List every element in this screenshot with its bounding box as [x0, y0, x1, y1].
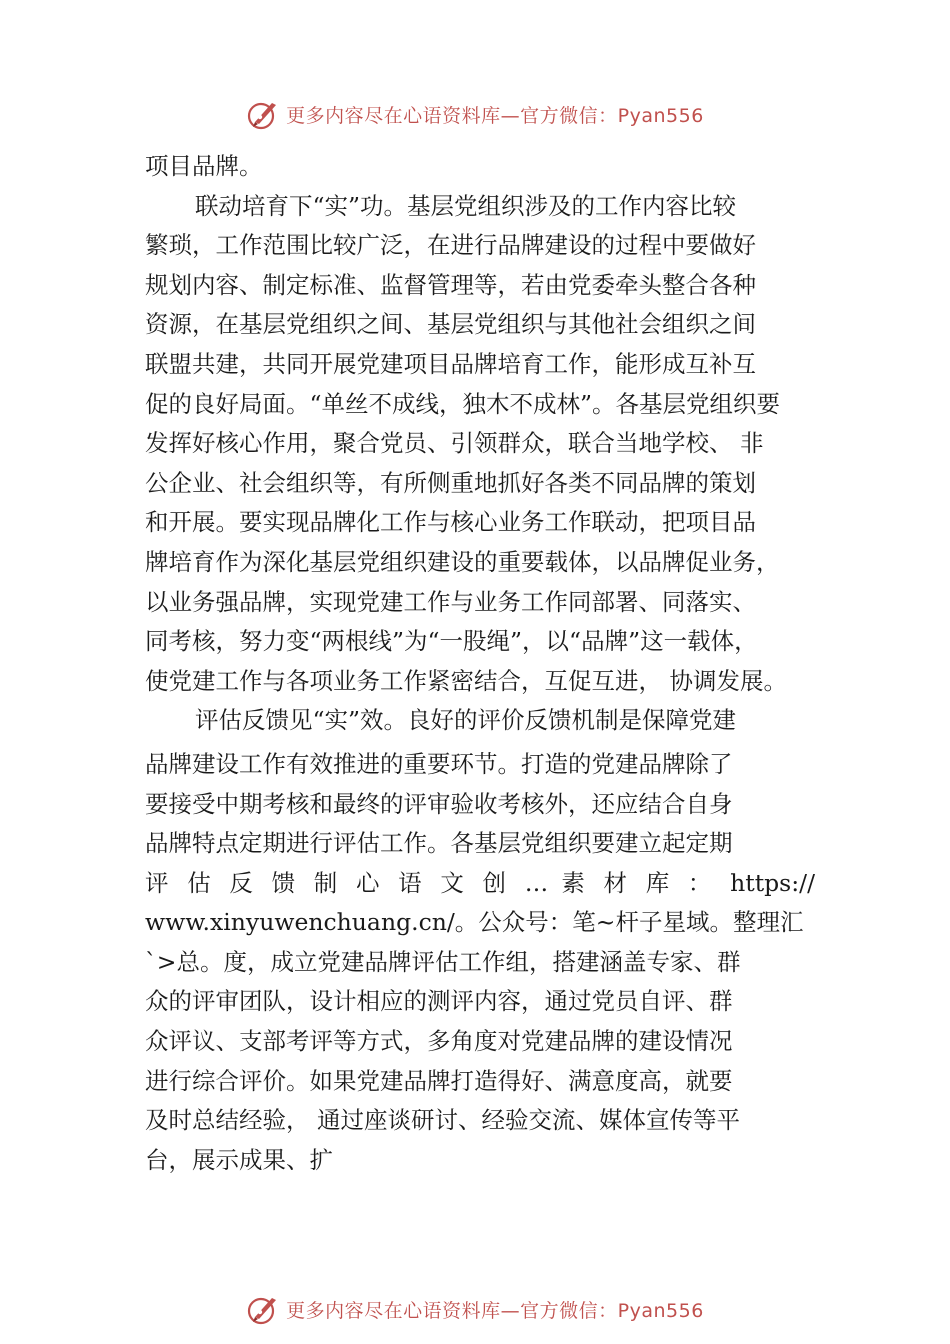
text-line: www.xinyuwenchuang.cn/。公众号：笔~杆子星域。整理汇: [145, 908, 804, 937]
text-line: 以业务强品牌，实现党建工作与业务工作同部署、同落实、: [145, 587, 756, 616]
text-line: 资源，在基层党组织之间、基层党组织与其他社会组织之间: [145, 310, 756, 339]
watermark-text: 更多内容尽在心语资料库—官方微信：Pyan556: [286, 1299, 704, 1322]
watermark-text: 更多内容尽在心语资料库—官方微信：Pyan556: [286, 104, 704, 127]
text-line: 台，展示成果、扩: [145, 1145, 333, 1174]
text-line: 联盟共建，共同开展党建项目品牌培育工作，能形成互补互: [145, 349, 756, 378]
text-line: 规划内容、制定标准、监督管理等，若由党委牵头整合各种: [145, 270, 756, 299]
text-line: 众的评审团队，设计相应的测评内容，通过党员自评、群: [145, 987, 733, 1016]
text-line: 项目品牌。: [145, 152, 263, 180]
text-line: 进行综合评价。如果党建品牌打造得好、满意度高，就要: [145, 1066, 733, 1095]
footer-watermark: [0, 1289, 950, 1329]
paragraph-start: 评估反馈见“实”效。良好的评价反馈机制是保障党建: [195, 706, 737, 735]
text-line: 评 估 反 馈 制 心 语 文 创 … 素 材 库 ： https://: [145, 868, 815, 897]
text-line: 品牌特点定期进行评估工作。各基层党组织要建立起定期: [145, 829, 733, 858]
text-line: 及时总结经验， 通过座谈研讨、经验交流、媒体宣传等平: [145, 1106, 740, 1135]
quill-pen-circle-icon: [246, 97, 280, 131]
quill-pen-circle-icon: [246, 1292, 280, 1326]
document-body: [145, 147, 815, 1180]
header-watermark: [0, 94, 950, 134]
text-line: 要接受中期考核和最终的评审验收考核外，还应结合自身: [145, 789, 733, 818]
paragraph-start: 联动培育下“实”功。基层党组织涉及的工作内容比较: [195, 191, 737, 220]
text-line: 牌培育作为深化基层党组织建设的重要载体，以品牌促业务，: [145, 547, 780, 576]
text-line: 和开展。要实现品牌化工作与核心业务工作联动，把项目品: [145, 508, 756, 537]
text-line: 使党建工作与各项业务工作紧密结合，互促互进， 协调发展。: [145, 666, 787, 695]
text-line: 促的良好局面。“单丝不成线，独木不成林”。各基层党组织要: [145, 389, 781, 418]
text-line: 众评议、支部考评等方式，多角度对党建品牌的建设情况: [145, 1027, 733, 1056]
text-line: 发挥好核心作用，聚合党员、引领群众，联合当地学校、 非: [145, 429, 764, 458]
text-line: `>总。度，成立党建品牌评估工作组，搭建涵盖专家、群: [145, 947, 741, 976]
text-line: 繁琐，工作范围比较广泛，在进行品牌建设的过程中要做好: [145, 231, 756, 260]
text-line: 品牌建设工作有效推进的重要环节。打造的党建品牌除了: [145, 749, 733, 778]
text-line: 同考核，努力变“两根线”为“一股绳”，以“品牌”这一载体，: [145, 627, 758, 656]
text-line: 公企业、社会组织等，有所侧重地抓好各类不同品牌的策划: [145, 468, 756, 497]
